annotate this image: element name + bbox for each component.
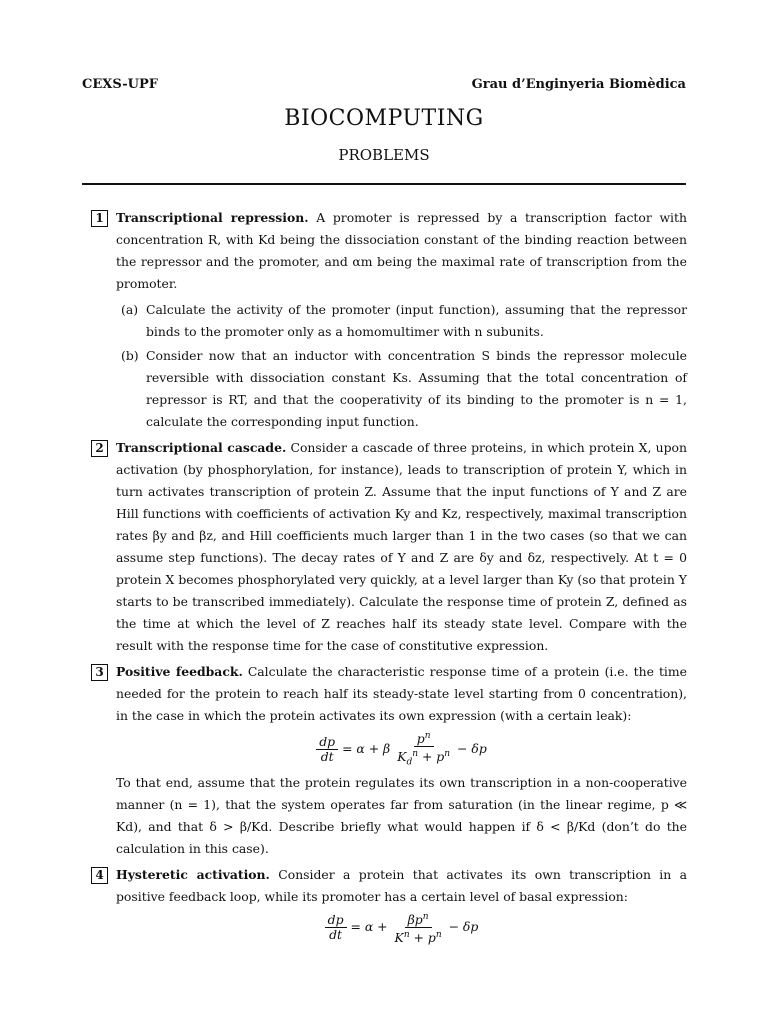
header-degree: Grau d’Enginyeria Biomèdica: [471, 77, 686, 92]
problem-text-continued: To that end, assume that the protein regulates its own transcription in a non-cooperative manner (n = 1), that the system operates far from saturation (in the linear regime, p ≪ Kd), and that δ > β/Kd. Describe briefly what would happen if δ < β/Kd (don’t do the calculation in this case).: [116, 774, 687, 856]
subquestion-list: [116, 299, 687, 433]
problem-title: Transcriptional cascade.: [116, 440, 287, 455]
subquestion-text: Consider now that an inductor with concentration S binds the repressor molecule reversible with dissociation constant Ks. Assuming that the total concentration of repressor is RT, and that the cooperativity of its binding to the promoter is n = 1, calculate the corresponding input function.: [146, 348, 687, 429]
document-title: BIOCOMPUTING: [284, 106, 484, 131]
problem-text: Consider a protein that activates its own transcription in a positive feedback loop, while its promoter has a certain level of basal expression:: [116, 866, 687, 904]
problem-text: A promoter is repressed by a transcription factor with concentration R, with Kd being the dissociation constant of the binding reaction between the repressor and the promoter, and αm being the maximal rate of transcription from the promoter.: [116, 210, 687, 291]
subquestion-label: (a): [121, 302, 139, 317]
problem-number: 1: [91, 210, 108, 227]
problems-list: [91, 207, 687, 949]
problem-title: Positive feedback.: [116, 664, 243, 679]
problem-title: Hysteretic activation.: [116, 866, 270, 882]
title-divider: [82, 183, 686, 185]
problem-text: Calculate the characteristic response time of a protein (i.e. the time needed for the protein to reach half its steady-state level starting from 0 concentration), in the case in which the protein activates its own expression (with a certain leak):: [116, 664, 687, 723]
problem-1: [91, 207, 687, 433]
document-subtitle: PROBLEMS: [338, 146, 430, 164]
problem-number: 2: [91, 440, 108, 457]
problem-2: [91, 437, 687, 657]
equation-positive-feedback: $\frac{dp}{dt}$ = α + β $\frac{p^n}{K_d^n + p^n}$ − δp: [116, 729, 687, 770]
header-institution: CEXS-UPF: [82, 77, 158, 92]
problem-number: 3: [91, 664, 108, 681]
problem-3: [91, 661, 687, 860]
subquestion-text: Calculate the activity of the promoter (input function), assuming that the repressor binds to the promoter only as a homomultimer with n subunits.: [146, 302, 687, 339]
problem-4: [91, 864, 687, 945]
subquestion-label: (b): [121, 348, 139, 363]
problem-title: Transcriptional repression.: [116, 210, 309, 225]
subquestion: [116, 299, 687, 343]
problem-number: 4: [91, 867, 108, 884]
subquestion: [116, 345, 687, 433]
equation-hysteretic: $\frac{dp}{dt}$ = α + $\frac{\beta p^n}{K^n + p^n}$ − δp: [116, 910, 687, 945]
problem-text: Consider a cascade of three proteins, in which protein X, upon activation (by phosphorylation, for instance), leads to transcription of protein Y, which in turn activates transcription of protein Z. Assume that the input functions of Y and Z are Hill functions with coefficients of activation Ky and Kz, respectively, maximal transcription rates βy and βz, and Hill coefficients much larger than 1 in the two cases (so that we can assume step functions). The decay rates of Y and Z are δy and δz, respectively. At t = 0 protein X becomes phosphorylated very quickly, at a level larger than Ky (so that protein Y starts to be transcribed immediately). Calculate the response time of protein Z, defined as the time at which the level of Z reaches half its steady state level. Compare with the result with the response time for the case of constitutive expression.: [116, 440, 687, 653]
